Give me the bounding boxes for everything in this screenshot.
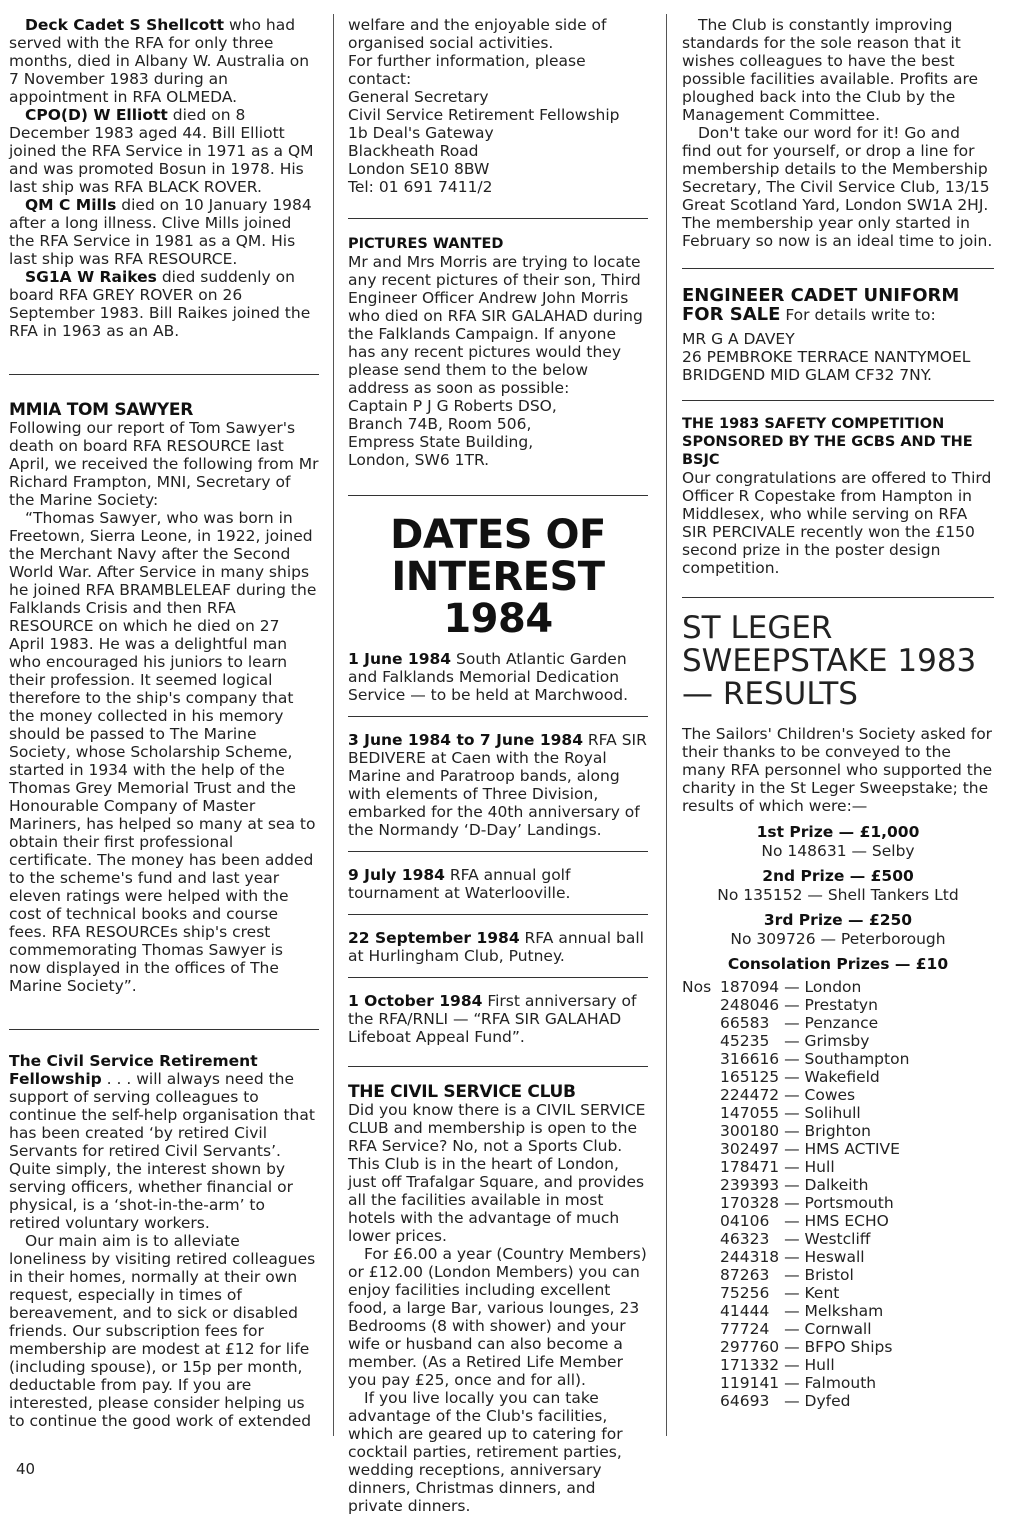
section-rule xyxy=(682,400,994,401)
consolation-row xyxy=(682,1356,909,1374)
ticket-location: — London xyxy=(779,978,862,996)
consolation-row xyxy=(682,1284,909,1302)
address-line: BRIDGEND MID GLAM CF32 7NY. xyxy=(682,366,932,384)
prize-title: 3rd Prize — £250 xyxy=(763,911,913,929)
section-rule xyxy=(348,218,648,219)
consolation-row xyxy=(682,1266,909,1284)
club-body: If you live locally you can take advantage of the Club's facilities, which are geared up to catering for cocktail parties, retirement parties, wedding receptions, anniversary dinners, Christmas dinners, and private dinners. xyxy=(348,1389,623,1515)
consolation-row xyxy=(682,1392,909,1410)
consolation-table xyxy=(682,978,909,1410)
consolation-row xyxy=(682,1122,909,1140)
uniform-address xyxy=(682,330,994,384)
ticket-number: 64693 xyxy=(720,1392,770,1410)
obituary-item: CPO(D) W Elliott died on 8 December 1983 aged 44. Bill Elliott joined the RFA Service in 1971 as a QM and was promoted Bosun in 1978. His last ship was RFA BLACK ROVER. xyxy=(9,106,314,196)
contact-line: Civil Service Retirement Fellowship xyxy=(348,106,620,124)
consolation-row xyxy=(682,1086,909,1104)
csrf-heading: The Civil Service Retirement Fellowship xyxy=(9,1052,258,1088)
ticket-number: 147055 xyxy=(720,1104,780,1122)
uniform-heading: ENGINEER CADET UNIFORM FOR SALE For details write to: xyxy=(682,285,960,325)
consolation-row xyxy=(682,1320,909,1338)
ticket-number: 171332 xyxy=(720,1356,780,1374)
address-line: London, SW6 1TR. xyxy=(348,451,490,469)
contact-line: Tel: 01 691 7411/2 xyxy=(348,178,493,196)
club-body: Don't take our word for it! Go and find out for yourself, or drop a line for membership details to the Membership Secretary, The Civil Service Club, 13/15 Great Scotland Yard, London SW1A 2HJ. The membership year only started in February so now is an ideal time to join. xyxy=(682,124,993,250)
ticket-number: 244318 xyxy=(720,1248,780,1266)
consolation-row xyxy=(682,1032,909,1050)
column-divider-right xyxy=(666,14,667,1436)
safety-heading: THE 1983 SAFETY COMPETITION SPONSORED BY THE GCBS AND THE BSJC xyxy=(682,416,973,468)
consolation-row xyxy=(682,1302,909,1320)
consolation-row xyxy=(682,1212,909,1230)
ticket-number: 66583 xyxy=(720,1014,770,1032)
ticket-location: — Hull xyxy=(779,1158,835,1176)
ticket-number: 248046 xyxy=(720,996,780,1014)
column-2 xyxy=(348,16,648,1515)
ticket-location: — BFPO Ships xyxy=(779,1338,893,1356)
pictures-address xyxy=(348,397,648,469)
ticket-location: — Prestatyn xyxy=(779,996,878,1014)
ticket-location: — Falmouth xyxy=(779,1374,877,1392)
obituary-item: SG1A W Raikes died suddenly on board RFA GREY ROVER on 26 September 1983. Bill Raikes joined the RFA in 1963 as an AB. xyxy=(9,268,311,340)
csrf-contact xyxy=(348,52,648,196)
ticket-location: — Southampton xyxy=(779,1050,910,1068)
column-divider-left xyxy=(333,14,334,1436)
date-item: 9 July 1984 RFA annual golf tournament at Waterlooville. xyxy=(348,866,571,902)
ticket-location: — Bristol xyxy=(779,1266,854,1284)
date-item: 22 September 1984 RFA annual ball at Hurlingham Club, Putney. xyxy=(348,929,644,965)
section-rule xyxy=(348,1066,648,1067)
ticket-number: 45235 xyxy=(720,1032,770,1050)
consolation-row xyxy=(682,1176,909,1194)
ticket-number: 187094 xyxy=(720,978,780,996)
section-rule xyxy=(9,1029,319,1030)
consolation-row xyxy=(682,996,909,1014)
ticket-location: — Kent xyxy=(779,1284,840,1302)
ticket-number: 239393 xyxy=(720,1176,780,1194)
prize-winner: No 148631 — Selby xyxy=(761,842,915,860)
csrf-body: Our main aim is to alleviate loneliness by visiting retired colleagues in their homes, normally at their own request, especially in times of bereavement, and to sick or disabled friends. Our subscription fees for membership are modest at £12 for life (including spouse), or 15p per month, deductable from pay. If you are interested, please consider helping us to continue the good work of extended xyxy=(9,1232,316,1430)
section-rule xyxy=(348,851,648,852)
section-rule xyxy=(348,914,648,915)
ticket-location: — Heswall xyxy=(779,1248,865,1266)
section-rule xyxy=(348,716,648,717)
ticket-number: 46323 xyxy=(720,1230,770,1248)
section-rule xyxy=(9,374,319,375)
ticket-location: — Brighton xyxy=(779,1122,871,1140)
ticket-location: — Penzance xyxy=(779,1014,879,1032)
club-body: Did you know there is a CIVIL SERVICE CLUB and membership is open to the RFA Service? No, not a Sports Club. This Club is in the heart of London, just off Trafalgar Square, and provides all the facilities available in most hotels with the advantage of much lower prices. xyxy=(348,1101,646,1245)
obituary-item: Deck Cadet S Shellcott who had served with the RFA for only three months, died in Albany W. Australia on 7 November 1983 during an appointment in RFA OLMEDA. xyxy=(9,16,310,106)
ticket-number: 165125 xyxy=(720,1068,780,1086)
page-number: 40 xyxy=(16,1460,36,1478)
club-body: The Club is constantly improving standards for the sole reason that it wishes colleagues to have the best possible facilities available. Profits are ploughed back into the Club by the Management Committee. xyxy=(682,16,979,124)
obituary-item: QM C Mills died on 10 January 1984 after a long illness. Clive Mills joined the RFA Service in 1981 as a QM. His last ship was RFA RESOURCE. xyxy=(9,196,312,268)
consolation-row xyxy=(682,1338,909,1356)
ticket-location: — Cowes xyxy=(779,1086,856,1104)
prize-title: 1st Prize — £1,000 xyxy=(756,823,920,841)
section-rule xyxy=(348,495,648,496)
contact-line: London SE10 8BW xyxy=(348,160,490,178)
ticket-number: 77724 xyxy=(720,1320,770,1338)
ticket-location: — Cornwall xyxy=(779,1320,872,1338)
consolation-row xyxy=(682,1158,909,1176)
consolation-row xyxy=(682,1104,909,1122)
pictures-heading: PICTURES WANTED xyxy=(348,236,504,252)
dates-title: DATES OF INTEREST 1984 xyxy=(390,512,606,642)
sawyer-heading: MMIA TOM SAWYER xyxy=(9,400,194,420)
ticket-number: 75256 xyxy=(720,1284,770,1302)
club-body: For £6.00 a year (Country Members) or £12.00 (London Members) you can enjoy facilities including excellent food, a large Bar, various lounges, 23 Bedrooms (8 with shower) and your wife or husband can also become a member. (As a Retired Life Member you pay £25, once and for all). xyxy=(348,1245,647,1389)
ticket-location: — Grimsby xyxy=(779,1032,870,1050)
contact-line: For further information, please contact: xyxy=(348,52,586,88)
safety-body: Our congratulations are offered to Third Officer R Copestake from Hampton in Middlesex, who while serving on RFA SIR PERCIVALE recently won the £150 second prize in the poster design competition. xyxy=(682,469,992,577)
section-rule xyxy=(682,268,994,269)
consolation-row xyxy=(682,978,909,996)
date-item: 1 October 1984 First anniversary of the RFA/RNLI — “RFA SIR GALAHAD Lifeboat Appeal Fund”. xyxy=(348,992,637,1046)
consolation-row xyxy=(682,1194,909,1212)
address-line: MR G A DAVEY xyxy=(682,330,795,348)
ticket-number: 41444 xyxy=(720,1302,770,1320)
stleger-heading: ST LEGER SWEEPSTAKE 1983 — RESULTS xyxy=(682,610,977,712)
ticket-location: — Dalkeith xyxy=(779,1176,869,1194)
ticket-number: 316616 xyxy=(720,1050,780,1068)
consolation-title: Consolation Prizes — £10 xyxy=(727,955,949,973)
ticket-location: — Westcliff xyxy=(779,1230,871,1248)
consolation-row xyxy=(682,1014,909,1032)
section-rule xyxy=(682,597,994,598)
contact-line: Blackheath Road xyxy=(348,142,479,160)
column-1 xyxy=(9,16,319,1430)
ticket-number: 170328 xyxy=(720,1194,780,1212)
ticket-location: — HMS ECHO xyxy=(779,1212,889,1230)
csrf-continued: welfare and the enjoyable side of organised social activities. xyxy=(348,16,607,52)
ticket-location: — Solihull xyxy=(779,1104,861,1122)
contact-line: 1b Deal's Gateway xyxy=(348,124,494,142)
consolation-row xyxy=(682,1140,909,1158)
prize-title: 2nd Prize — £500 xyxy=(762,867,914,885)
consolation-row xyxy=(682,1050,909,1068)
ticket-number: 300180 xyxy=(720,1122,780,1140)
club-heading: THE CIVIL SERVICE CLUB xyxy=(348,1082,576,1102)
prize-list xyxy=(682,823,994,974)
ticket-number: 302497 xyxy=(720,1140,780,1158)
sawyer-intro: Following our report of Tom Sawyer's death on board RFA RESOURCE last April, we received the following from Mr Richard Frampton, MNI, Secretary of the Marine Society: xyxy=(9,419,319,509)
column-3 xyxy=(682,16,994,1410)
consolation-row xyxy=(682,1068,909,1086)
prize-winner: No 309726 — Peterborough xyxy=(730,930,946,948)
ticket-number: 04106 xyxy=(720,1212,770,1230)
section-rule xyxy=(348,977,648,978)
date-item: 3 June 1984 to 7 June 1984 RFA SIR BEDIVERE at Caen with the Royal Marine and Paratroop bands, along with elements of Three Division, embarked for the 40th anniversary of the Normandy ‘D-Day’ Landings. xyxy=(348,731,647,839)
ticket-location: — Portsmouth xyxy=(779,1194,894,1212)
consolation-row xyxy=(682,1374,909,1392)
consolation-prefix: Nos xyxy=(682,978,712,996)
ticket-location: — Melksham xyxy=(779,1302,884,1320)
address-line: Branch 74B, Room 506, xyxy=(348,415,532,433)
pictures-body: Mr and Mrs Morris are trying to locate any recent pictures of their son, Third Engineer Officer Andrew John Morris who died on RFA SIR GALAHAD during the Falklands Campaign. If anyone has any recent pictures would they please send them to the below address as soon as possible: xyxy=(348,253,643,397)
ticket-number: 178471 xyxy=(720,1158,780,1176)
csrf-intro: The Civil Service Retirement Fellowship . . . will always need the support of serving colleagues to continue the self-help organisation that has been created ‘by retired Civil Servants for retired Civil Servants’. Quite simply, the interest shown by serving officers, whether financial or physical, is a ‘shot-in-the-arm’ to retired voluntary workers. xyxy=(9,1052,315,1232)
ticket-location: — Wakefield xyxy=(779,1068,880,1086)
date-item: 1 June 1984 South Atlantic Garden and Falklands Memorial Dedication Service — to be held at Marchwood. xyxy=(348,650,629,704)
stleger-intro: The Sailors' Children's Society asked for their thanks to be conveyed to the many RFA personnel who supported the charity in the St Leger Sweepstake; the results of which were:— xyxy=(682,725,993,815)
contact-line: General Secretary xyxy=(348,88,489,106)
sawyer-quote: “Thomas Sawyer, who was born in Freetown, Sierra Leone, in 1922, joined the Merchant Navy after the Second World War. After Service in many ships he joined RFA BRAMBLELEAF during the Falklands Crisis and then RFA RESOURCE on which he died on 27 April 1983. He was a delightful man who encouraged his juniors to learn their profession. It seemed logical therefore to the ship's company that the money collected in his memory should be passed to The Marine Society, whose Scholarship Scheme, started in 1934 with the help of the Thomas Grey Memorial Trust and the Honourable Company of Master Mariners, has helped so many at sea to obtain their first professional certificate. The money has been added to the scheme's fund and last year eleven ratings were helped with the cost of technical books and course fees. RFA RESOURCEs ship's crest commemorating Thomas Sawyer is now displayed in the offices of The Marine Society”. xyxy=(9,509,317,995)
ticket-location: — Hull xyxy=(779,1356,835,1374)
consolation-row xyxy=(682,1230,909,1248)
ticket-number: 119141 xyxy=(720,1374,780,1392)
ticket-location: — Dyfed xyxy=(779,1392,851,1410)
ticket-location: — HMS ACTIVE xyxy=(779,1140,900,1158)
address-line: Captain P J G Roberts DSO, xyxy=(348,397,557,415)
consolation-row xyxy=(682,1248,909,1266)
obituaries xyxy=(9,16,319,340)
ticket-number: 297760 xyxy=(720,1338,780,1356)
ticket-number: 224472 xyxy=(720,1086,780,1104)
ticket-number: 87263 xyxy=(720,1266,770,1284)
prize-winner: No 135152 — Shell Tankers Ltd xyxy=(717,886,959,904)
address-line: Empress State Building, xyxy=(348,433,534,451)
address-line: 26 PEMBROKE TERRACE NANTYMOEL xyxy=(682,348,971,366)
